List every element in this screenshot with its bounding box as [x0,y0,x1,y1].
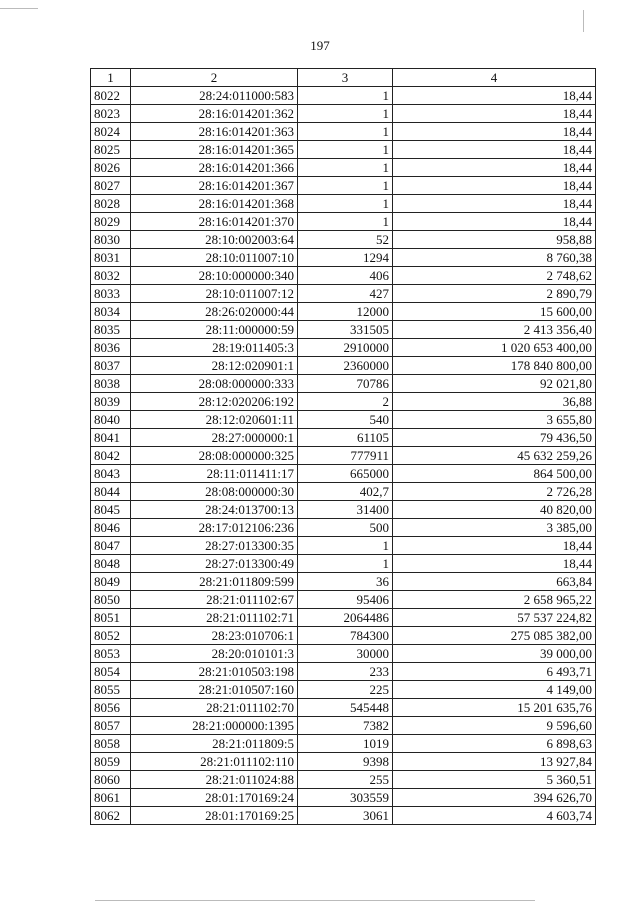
row-number-cell: 8033 [91,285,131,303]
cadastral-number-cell: 28:21:000000:1395 [131,717,298,735]
table-row [91,789,596,807]
row-number-cell: 8032 [91,267,131,285]
amount-cell: 15 600,00 [393,303,596,321]
quantity-cell: 1 [298,555,393,573]
cadastral-number-cell: 28:16:014201:365 [131,141,298,159]
row-number-cell: 8058 [91,735,131,753]
row-number-cell: 8026 [91,159,131,177]
data-table [90,68,596,825]
quantity-cell: 225 [298,681,393,699]
amount-cell: 18,44 [393,105,596,123]
cadastral-number-cell: 28:12:020206:192 [131,393,298,411]
amount-cell: 4 149,00 [393,681,596,699]
quantity-cell: 95406 [298,591,393,609]
row-number-cell: 8062 [91,807,131,825]
quantity-cell: 2910000 [298,339,393,357]
row-number-cell: 8041 [91,429,131,447]
table-row [91,339,596,357]
quantity-cell: 1294 [298,249,393,267]
table-row [91,105,596,123]
amount-cell: 18,44 [393,87,596,105]
row-number-cell: 8059 [91,753,131,771]
amount-cell: 15 201 635,76 [393,699,596,717]
table-row [91,501,596,519]
row-number-cell: 8039 [91,393,131,411]
cadastral-number-cell: 28:24:013700:13 [131,501,298,519]
cadastral-number-cell: 28:26:020000:44 [131,303,298,321]
row-number-cell: 8043 [91,465,131,483]
cadastral-number-cell: 28:16:014201:370 [131,213,298,231]
cadastral-number-cell: 28:08:000000:333 [131,375,298,393]
table-row [91,393,596,411]
row-number-cell: 8040 [91,411,131,429]
cadastral-number-cell: 28:21:011809:5 [131,735,298,753]
table-row [91,807,596,825]
quantity-cell: 2360000 [298,357,393,375]
table-row [91,555,596,573]
amount-cell: 275 085 382,00 [393,627,596,645]
cadastral-number-cell: 28:19:011405:3 [131,339,298,357]
row-number-cell: 8051 [91,609,131,627]
table-row [91,573,596,591]
quantity-cell: 406 [298,267,393,285]
cadastral-number-cell: 28:16:014201:363 [131,123,298,141]
row-number-cell: 8057 [91,717,131,735]
table-row [91,303,596,321]
quantity-cell: 1 [298,213,393,231]
cadastral-number-cell: 28:27:000000:1 [131,429,298,447]
cadastral-number-cell: 28:21:011102:110 [131,753,298,771]
quantity-cell: 9398 [298,753,393,771]
amount-cell: 4 603,74 [393,807,596,825]
column-header-4: 4 [393,69,596,87]
table-row [91,267,596,285]
quantity-cell: 500 [298,519,393,537]
row-number-cell: 8029 [91,213,131,231]
cadastral-number-cell: 28:21:010507:160 [131,681,298,699]
quantity-cell: 331505 [298,321,393,339]
row-number-cell: 8060 [91,771,131,789]
table-row [91,375,596,393]
row-number-cell: 8035 [91,321,131,339]
amount-cell: 6 493,71 [393,663,596,681]
header-row [91,69,596,87]
quantity-cell: 255 [298,771,393,789]
quantity-cell: 2 [298,393,393,411]
cadastral-number-cell: 28:08:000000:30 [131,483,298,501]
amount-cell: 3 655,80 [393,411,596,429]
table-row [91,321,596,339]
table-row [91,195,596,213]
amount-cell: 5 360,51 [393,771,596,789]
amount-cell: 864 500,00 [393,465,596,483]
row-number-cell: 8052 [91,627,131,645]
quantity-cell: 1 [298,123,393,141]
cadastral-number-cell: 28:27:013300:35 [131,537,298,555]
amount-cell: 2 658 965,22 [393,591,596,609]
cadastral-number-cell: 28:01:170169:24 [131,789,298,807]
amount-cell: 57 537 224,82 [393,609,596,627]
cadastral-number-cell: 28:20:010101:3 [131,645,298,663]
table-row [91,141,596,159]
cadastral-number-cell: 28:17:012106:236 [131,519,298,537]
quantity-cell: 52 [298,231,393,249]
row-number-cell: 8047 [91,537,131,555]
table-row [91,717,596,735]
amount-cell: 178 840 800,00 [393,357,596,375]
row-number-cell: 8038 [91,375,131,393]
quantity-cell: 1 [298,195,393,213]
table-row [91,537,596,555]
row-number-cell: 8027 [91,177,131,195]
amount-cell: 79 436,50 [393,429,596,447]
cadastral-number-cell: 28:21:011102:67 [131,591,298,609]
amount-cell: 36,88 [393,393,596,411]
table-row [91,213,596,231]
row-number-cell: 8048 [91,555,131,573]
quantity-cell: 233 [298,663,393,681]
quantity-cell: 3061 [298,807,393,825]
cadastral-number-cell: 28:21:011024:88 [131,771,298,789]
row-number-cell: 8055 [91,681,131,699]
quantity-cell: 1 [298,537,393,555]
amount-cell: 18,44 [393,123,596,141]
row-number-cell: 8061 [91,789,131,807]
amount-cell: 6 898,63 [393,735,596,753]
cadastral-number-cell: 28:10:011007:10 [131,249,298,267]
table-row [91,249,596,267]
amount-cell: 2 748,62 [393,267,596,285]
table-row [91,645,596,663]
row-number-cell: 8054 [91,663,131,681]
cadastral-number-cell: 28:10:000000:340 [131,267,298,285]
amount-cell: 18,44 [393,555,596,573]
amount-cell: 663,84 [393,573,596,591]
quantity-cell: 777911 [298,447,393,465]
amount-cell: 2 726,28 [393,483,596,501]
quantity-cell: 784300 [298,627,393,645]
amount-cell: 8 760,38 [393,249,596,267]
quantity-cell: 36 [298,573,393,591]
quantity-cell: 402,7 [298,483,393,501]
quantity-cell: 7382 [298,717,393,735]
row-number-cell: 8037 [91,357,131,375]
column-header-2: 2 [131,69,298,87]
cadastral-number-cell: 28:12:020601:11 [131,411,298,429]
amount-cell: 18,44 [393,195,596,213]
cadastral-number-cell: 28:11:000000:59 [131,321,298,339]
row-number-cell: 8034 [91,303,131,321]
amount-cell: 13 927,84 [393,753,596,771]
table-row [91,699,596,717]
table-row [91,663,596,681]
amount-cell: 45 632 259,26 [393,447,596,465]
quantity-cell: 31400 [298,501,393,519]
cadastral-number-cell: 28:24:011000:583 [131,87,298,105]
amount-cell: 18,44 [393,213,596,231]
table-row [91,231,596,249]
quantity-cell: 427 [298,285,393,303]
cadastral-number-cell: 28:08:000000:325 [131,447,298,465]
row-number-cell: 8044 [91,483,131,501]
table-row [91,177,596,195]
amount-cell: 3 385,00 [393,519,596,537]
column-header-3: 3 [298,69,393,87]
quantity-cell: 540 [298,411,393,429]
table-row [91,627,596,645]
row-number-cell: 8049 [91,573,131,591]
amount-cell: 2 890,79 [393,285,596,303]
cadastral-number-cell: 28:11:011411:17 [131,465,298,483]
amount-cell: 18,44 [393,537,596,555]
table-row [91,447,596,465]
table-row [91,429,596,447]
table-row [91,357,596,375]
quantity-cell: 665000 [298,465,393,483]
row-number-cell: 8050 [91,591,131,609]
column-header-1: 1 [91,69,131,87]
cadastral-number-cell: 28:16:014201:366 [131,159,298,177]
table-row [91,159,596,177]
table-row [91,123,596,141]
row-number-cell: 8046 [91,519,131,537]
quantity-cell: 545448 [298,699,393,717]
scan-edge-line [0,8,38,9]
table-row [91,87,596,105]
table-row [91,411,596,429]
amount-cell: 958,88 [393,231,596,249]
row-number-cell: 8045 [91,501,131,519]
row-number-cell: 8031 [91,249,131,267]
table-row [91,681,596,699]
quantity-cell: 12000 [298,303,393,321]
table-row [91,465,596,483]
cadastral-number-cell: 28:21:011809:599 [131,573,298,591]
cadastral-number-cell: 28:10:011007:12 [131,285,298,303]
row-number-cell: 8025 [91,141,131,159]
page-number: 197 [310,38,330,53]
amount-cell: 2 413 356,40 [393,321,596,339]
row-number-cell: 8022 [91,87,131,105]
row-number-cell: 8023 [91,105,131,123]
quantity-cell: 70786 [298,375,393,393]
table-row [91,753,596,771]
quantity-cell: 1 [298,87,393,105]
amount-cell: 40 820,00 [393,501,596,519]
quantity-cell: 2064486 [298,609,393,627]
cadastral-number-cell: 28:10:002003:64 [131,231,298,249]
cadastral-number-cell: 28:16:014201:362 [131,105,298,123]
quantity-cell: 1019 [298,735,393,753]
row-number-cell: 8042 [91,447,131,465]
quantity-cell: 1 [298,159,393,177]
cadastral-number-cell: 28:21:011102:70 [131,699,298,717]
quantity-cell: 30000 [298,645,393,663]
table-row [91,591,596,609]
row-number-cell: 8024 [91,123,131,141]
table-row [91,609,596,627]
quantity-cell: 1 [298,177,393,195]
amount-cell: 1 020 653 400,00 [393,339,596,357]
quantity-cell: 303559 [298,789,393,807]
cadastral-number-cell: 28:16:014201:367 [131,177,298,195]
row-number-cell: 8056 [91,699,131,717]
table-row [91,483,596,501]
table-row [91,285,596,303]
amount-cell: 9 596,60 [393,717,596,735]
cadastral-number-cell: 28:27:013300:49 [131,555,298,573]
row-number-cell: 8030 [91,231,131,249]
amount-cell: 18,44 [393,141,596,159]
row-number-cell: 8028 [91,195,131,213]
scan-edge-line [583,10,584,32]
cadastral-number-cell: 28:21:011102:71 [131,609,298,627]
table-row [91,735,596,753]
cadastral-number-cell: 28:23:010706:1 [131,627,298,645]
quantity-cell: 1 [298,141,393,159]
row-number-cell: 8036 [91,339,131,357]
amount-cell: 394 626,70 [393,789,596,807]
cadastral-number-cell: 28:21:010503:198 [131,663,298,681]
scan-bottom-line [95,900,535,901]
quantity-cell: 1 [298,105,393,123]
amount-cell: 92 021,80 [393,375,596,393]
table-row [91,519,596,537]
amount-cell: 18,44 [393,177,596,195]
amount-cell: 18,44 [393,159,596,177]
table-row [91,771,596,789]
quantity-cell: 61105 [298,429,393,447]
row-number-cell: 8053 [91,645,131,663]
cadastral-number-cell: 28:01:170169:25 [131,807,298,825]
cadastral-number-cell: 28:16:014201:368 [131,195,298,213]
amount-cell: 39 000,00 [393,645,596,663]
cadastral-number-cell: 28:12:020901:1 [131,357,298,375]
